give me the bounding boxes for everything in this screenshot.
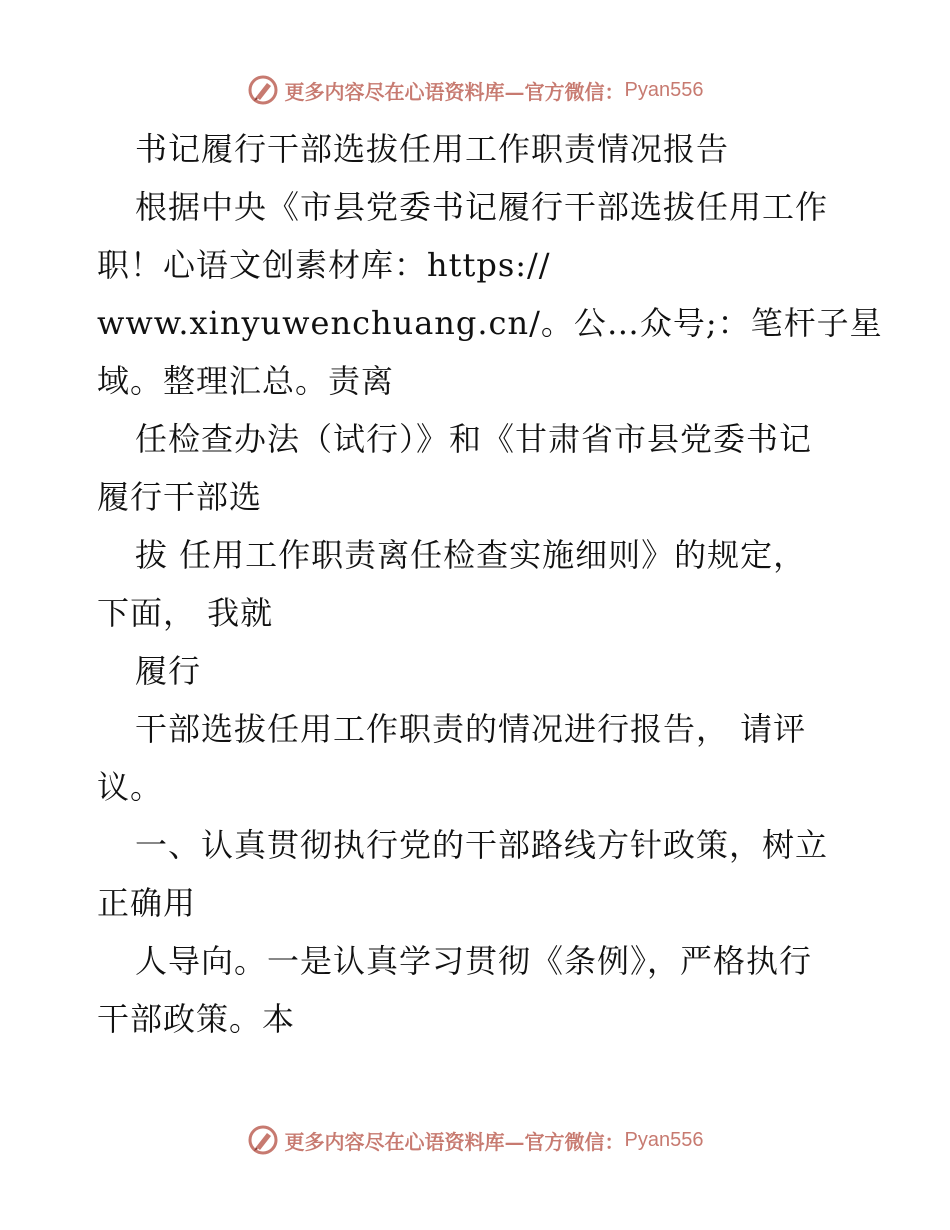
paragraph-line: 拔 任用工作职责离任检查实施细则》的规定，	[135, 536, 807, 574]
paragraph-line: 干部选拔任用工作职责的情况进行报告， 请评	[135, 710, 807, 748]
banner-text: 更多内容尽在心语资料库—官方微信：	[284, 1129, 625, 1154]
section-heading-line: 正确用	[97, 884, 197, 922]
header-banner	[0, 70, 950, 110]
pen-logo-icon	[247, 74, 279, 106]
document-body	[97, 120, 883, 1048]
pen-logo-icon	[247, 1124, 279, 1156]
paragraph-line: 域。整理汇总。责离	[97, 362, 395, 400]
paragraph-line: 履行干部选	[97, 478, 263, 516]
footer-banner	[0, 1120, 950, 1160]
paragraph-line: 下面， 我就	[97, 594, 274, 632]
paragraph-line: 职！心语文创素材库：https://	[97, 246, 551, 284]
section-heading-line: 一、认真贯彻执行党的干部路线方针政策，树立	[135, 826, 829, 864]
paragraph-line: 议。	[97, 768, 164, 806]
paragraph-line: 任检查办法（试行）》和《甘肃省市县党委书记	[135, 420, 813, 458]
paragraph-line: 根据中央《市县党委书记履行干部选拔任用工作	[135, 188, 829, 226]
paragraph-line: 履行	[135, 652, 202, 690]
banner-text: 更多内容尽在心语资料库—官方微信：	[284, 79, 625, 104]
paragraph-line: www.xinyuwenchuang.cn/。公…众号;：笔杆子星	[97, 304, 883, 342]
banner-wechat-id: Pyan556	[624, 1128, 704, 1151]
banner-wechat-id: Pyan556	[624, 78, 704, 101]
paragraph-line: 人导向。一是认真学习贯彻《条例》，严格执行	[135, 942, 813, 980]
paragraph-line: 干部政策。本	[97, 1000, 296, 1038]
document-title: 书记履行干部选拔任用工作职责情况报告	[135, 130, 730, 168]
